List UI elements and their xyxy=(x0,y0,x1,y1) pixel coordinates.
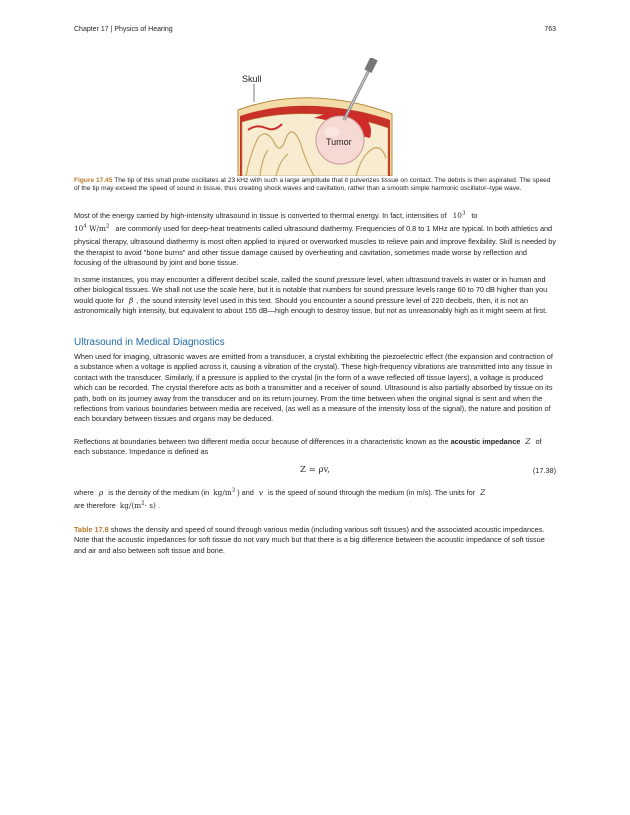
math-kg-m3 xyxy=(213,488,235,497)
para1-text-a: Most of the energy carried by high-intensity ultrasound in tissue is converted to thermal energy. In fact, intensities of xyxy=(74,211,447,220)
paragraph-thermal-energy xyxy=(74,211,556,269)
para4-text-b: of each substance. Impedance is defined as xyxy=(74,437,542,457)
paragraph-pressure-level xyxy=(74,275,556,317)
para5-text-c: ) and xyxy=(237,488,254,497)
para5-text-e: are therefore xyxy=(74,501,116,510)
equation-number: (17.38) xyxy=(532,466,556,475)
probe-tumor-illustration xyxy=(236,58,394,176)
tumor-label: Tumor xyxy=(326,137,352,147)
math-unit-exp: 2 xyxy=(105,223,110,230)
math-base: 10 xyxy=(74,224,84,234)
para5-text-a: where xyxy=(74,488,94,497)
paragraph-density-units xyxy=(74,486,556,512)
math-v: v xyxy=(258,488,263,497)
math-z: Z xyxy=(480,488,486,497)
table-17-8-link[interactable]: Table 17.8 xyxy=(74,525,109,534)
math-10-4-wm2 xyxy=(74,224,109,233)
para4-text-a: Reflections at boundaries between two different media occur because of differences in a characteristic known as the xyxy=(74,437,449,446)
paragraph-table-reference xyxy=(74,525,556,556)
equation-formula: Z = ρv, xyxy=(300,465,330,475)
figure-probe-illustration xyxy=(236,58,394,176)
page-header xyxy=(74,26,556,33)
math-exp: 3 xyxy=(461,210,466,217)
paragraph-imaging: When used for imaging, ultrasonic waves are emitted from a transducer, a crystal exhibiting the piezoelectric effect (the expansion and contraction of a substance when a voltage is applied across it, causing a vibration of the crystal). These high-frequency vibrations are transmitted into any tissue in contact with the transducer. Similarly, if a pressure is applied to the crystal (in the form of a wave reflected off tissue layers), a voltage is produced which can be recorded. The crystal therefore acts as both a transmitter and a receiver of sound. Ultrasound is also partially absorbed by tissue on its path, both on its journey away from the transducer and on its return journey. From the time between when the original signal is sent and when the reflections from various boundaries between media are received, (as well as a measure of the intensity loss of the signal), the nature and position of each boundary between tissues and organs may be deduced. xyxy=(74,352,553,424)
equation-17-38 xyxy=(74,465,556,479)
math-beta: β xyxy=(128,295,134,305)
math-10-3 xyxy=(453,211,466,220)
figure-caption-text: The tip of this small probe oscillates at 23 kHz with such a large amplitude that it pulverizes tissue on contact. The debris is then aspirated. The speed of the tip may exceed the speed of sound in tissue, thus creating shock waves and cavitation, rather than a smooth simple harmonic oscillator–type wave. xyxy=(74,177,551,193)
math-unit-exp: 3 xyxy=(231,487,236,494)
math-unit-exp: 2 xyxy=(141,500,145,507)
math-kg-m2s xyxy=(120,501,156,510)
probe-handle xyxy=(364,58,377,73)
para6-text: shows the density and speed of sound through various media (including various soft tissues) and the associated acoustic impedances. Note that the acoustic impedances for soft tissue do not vary much but that there is a big difference between the acoustic impedance of soft tissue and air and also between soft tissue and bone. xyxy=(74,525,545,555)
math-unit: W/m xyxy=(89,224,106,234)
math-unit-a: kg/(m xyxy=(119,501,142,510)
para2-text-a: In some instances, you may encounter a different decibel scale, called the sound xyxy=(74,275,335,284)
math-rho: ρ xyxy=(98,488,104,497)
skull-label: Skull xyxy=(242,74,262,84)
paragraph-impedance xyxy=(74,437,556,458)
figure-label: Figure 17.45 xyxy=(74,177,113,184)
acoustic-impedance-term: acoustic impedance xyxy=(450,437,521,446)
para2-text-c: , the sound intensity level used in this text. Should you encounter a sound pressure level of 220 decibels, then, it is not an astronomically high intensity, but equivalent to about 155 dB—high enough to destroy tissue, but not as unreasonably high as it might seem at first. xyxy=(74,295,548,316)
para1-text-b: are commonly used for deep-heat treatments called ultrasound diathermy. Frequencies of 0.8 to 1 MHz are typical. In both athletics and physical therapy, ultrasound diathermy is most often applied to injured or overworked muscles to relieve pain and improve flexibility. Skill is needed by the therapist to avoid "bone burns" and other tissue damage caused by overheating and cavitation, sometimes made worse by reflection and focusing of the ultrasound by joint and bone tissue. xyxy=(74,224,556,268)
figure-caption xyxy=(74,177,556,193)
para2-text-b: level, when ultrasound travels in water or in human and other biological tissues. We shall not use the scale here, but it is notable that numbers for sound pressure levels range 60 to 70 dB higher than you would quote for xyxy=(74,275,548,305)
para1-to: to xyxy=(471,211,478,220)
section-heading: Ultrasound in Medical Diagnostics xyxy=(74,337,225,348)
math-unit: kg/m xyxy=(213,488,232,497)
math-z: Z xyxy=(525,437,531,446)
page-number: 763 xyxy=(544,26,556,33)
para5-text-f: . xyxy=(157,501,160,510)
para5-text-d: is the speed of sound through the medium (in m/s). The units for xyxy=(268,488,476,497)
para2-emphasis: pressure xyxy=(336,275,366,284)
math-unit-b: · s) xyxy=(144,501,156,510)
para5-text-b: is the density of the medium (in xyxy=(108,488,210,497)
chapter-title: Chapter 17 | Physics of Hearing xyxy=(74,26,173,33)
math-base: 10 xyxy=(452,211,462,220)
math-exp: 4 xyxy=(83,223,87,230)
